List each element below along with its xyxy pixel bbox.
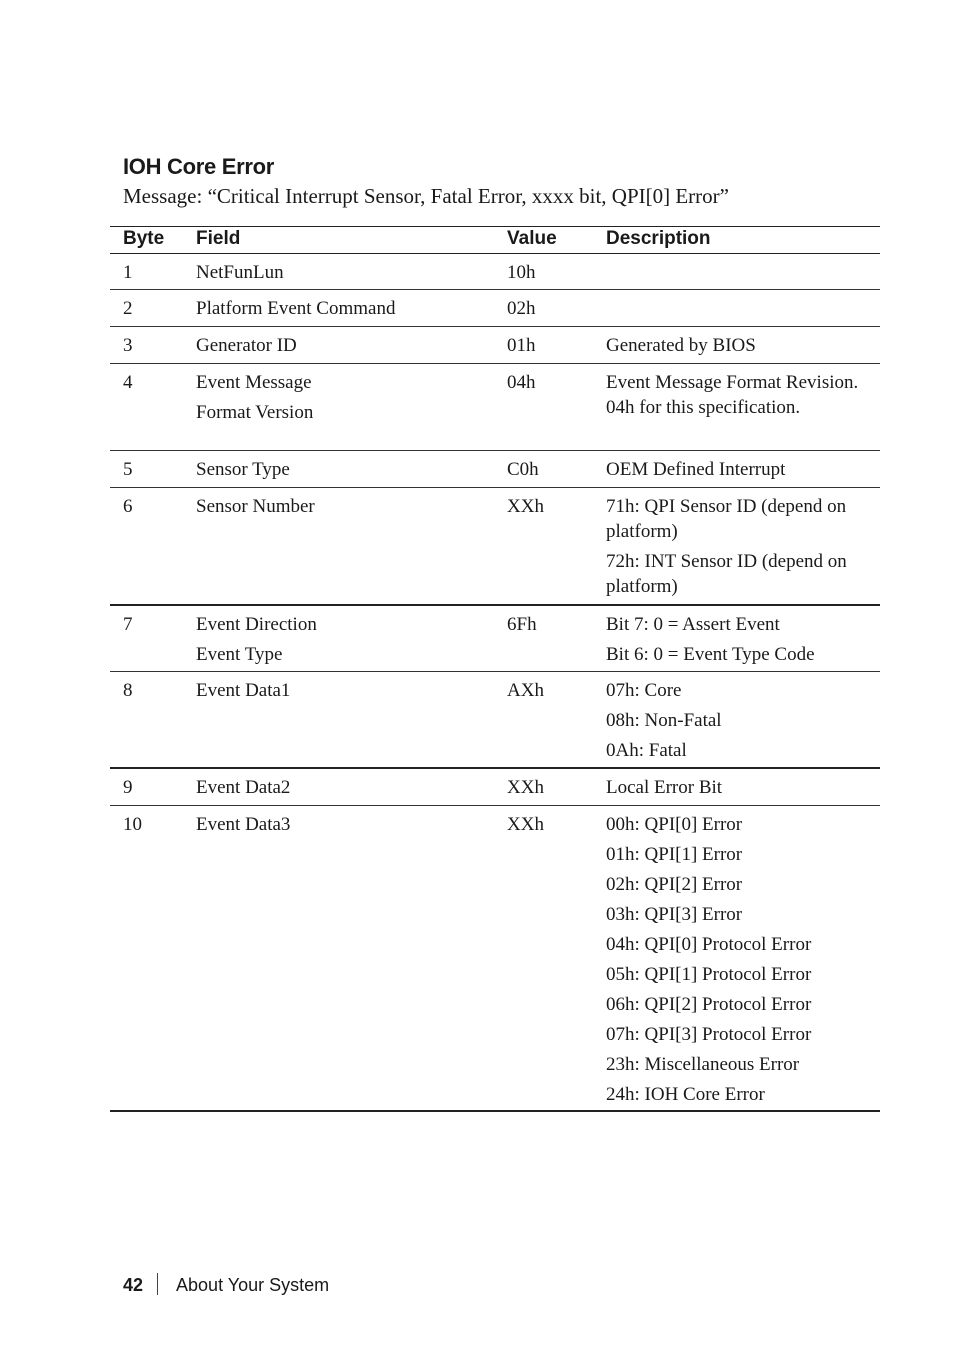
cell-value: AXh xyxy=(507,680,544,701)
table-row xyxy=(110,451,880,488)
table-row xyxy=(110,327,880,364)
cell-byte: 2 xyxy=(123,298,133,319)
cell-byte: 6 xyxy=(123,496,133,517)
field-line: Event Data3 xyxy=(196,814,291,835)
cell-value: 02h xyxy=(507,298,536,319)
cell-byte: 1 xyxy=(123,262,133,283)
cell-field xyxy=(196,812,290,837)
field-line: Event Data1 xyxy=(196,680,291,701)
field-line: Platform Event Command xyxy=(196,298,396,319)
field-line: Sensor Number xyxy=(196,496,315,517)
header-byte: Byte xyxy=(123,228,165,249)
description-line: 06h: QPI[2] Protocol Error xyxy=(606,994,812,1015)
cell-field xyxy=(196,612,317,667)
description-line: Generated by BIOS xyxy=(606,335,756,356)
cell-field xyxy=(196,457,290,482)
field-line: Generator ID xyxy=(196,335,297,356)
event-data-table xyxy=(110,226,880,1112)
table-row xyxy=(110,488,880,606)
cell-field xyxy=(196,296,395,321)
cell-byte: 3 xyxy=(123,335,133,356)
table-body xyxy=(110,254,880,1112)
description-line: 08h: Non-Fatal xyxy=(606,710,722,731)
page-footer xyxy=(123,1273,329,1296)
description-line: 01h: QPI[1] Error xyxy=(606,844,743,865)
cell-description xyxy=(606,678,876,763)
cell-value: XXh xyxy=(507,814,544,835)
description-line: 02h: QPI[2] Error xyxy=(606,874,743,895)
cell-description xyxy=(606,370,876,420)
cell-description xyxy=(606,812,876,1107)
field-line: Event Message xyxy=(196,372,312,393)
field-line: Event Direction xyxy=(196,614,317,635)
cell-byte: 8 xyxy=(123,680,133,701)
cell-byte: 4 xyxy=(123,372,133,393)
cell-value: 6Fh xyxy=(507,614,537,635)
description-line: 05h: QPI[1] Protocol Error xyxy=(606,964,812,985)
description-line: Bit 7: 0 = Assert Event xyxy=(606,614,780,635)
description-line: 07h: QPI[3] Protocol Error xyxy=(606,1024,812,1045)
field-line: Format Version xyxy=(196,402,314,423)
cell-value: 04h xyxy=(507,372,536,393)
cell-description xyxy=(606,775,876,800)
header-description: Description xyxy=(606,228,711,249)
field-line: Sensor Type xyxy=(196,459,290,480)
cell-value: 10h xyxy=(507,262,536,283)
table-row xyxy=(110,364,880,451)
description-line: 0Ah: Fatal xyxy=(606,740,687,761)
footer-section-title: About Your System xyxy=(176,1275,330,1295)
cell-byte: 9 xyxy=(123,777,133,798)
cell-field xyxy=(196,775,290,800)
description-line: OEM Defined Interrupt xyxy=(606,459,786,480)
description-line: Event Message Format Revision. 04h for this specification. xyxy=(606,372,859,418)
header-value: Value xyxy=(507,228,557,249)
table-row xyxy=(110,290,880,327)
cell-byte: 5 xyxy=(123,459,133,480)
description-line: 71h: QPI Sensor ID (depend on platform) xyxy=(606,496,847,542)
cell-byte: 7 xyxy=(123,614,133,635)
footer-divider xyxy=(157,1273,158,1295)
description-line: 23h: Miscellaneous Error xyxy=(606,1054,800,1075)
cell-field xyxy=(196,494,315,519)
table-row xyxy=(110,769,880,806)
table-row xyxy=(110,254,880,290)
table-row xyxy=(110,806,880,1112)
header-field: Field xyxy=(196,228,241,249)
cell-value: 01h xyxy=(507,335,536,356)
message-line: Message: “Critical Interrupt Sensor, Fatal Error, xxxx bit, QPI[0] Error” xyxy=(123,184,729,208)
field-line: Event Data2 xyxy=(196,777,291,798)
field-line: NetFunLun xyxy=(196,262,284,283)
description-line: 72h: INT Sensor ID (depend on platform) xyxy=(606,551,847,597)
cell-field xyxy=(196,370,313,425)
description-line: 03h: QPI[3] Error xyxy=(606,904,743,925)
description-line: Local Error Bit xyxy=(606,777,723,798)
cell-field xyxy=(196,333,297,358)
table-row xyxy=(110,606,880,672)
cell-description xyxy=(606,333,876,358)
description-line: 24h: IOH Core Error xyxy=(606,1084,765,1105)
table-row xyxy=(110,672,880,769)
table-header-row xyxy=(110,226,880,254)
cell-description xyxy=(606,457,876,482)
cell-field xyxy=(196,260,284,285)
description-line: 00h: QPI[0] Error xyxy=(606,814,743,835)
cell-value: XXh xyxy=(507,777,544,798)
cell-description xyxy=(606,612,876,667)
cell-value: C0h xyxy=(507,459,539,480)
field-line: Event Type xyxy=(196,644,283,665)
cell-value: XXh xyxy=(507,496,544,517)
cell-byte: 10 xyxy=(123,814,142,835)
cell-description xyxy=(606,494,876,599)
cell-field xyxy=(196,678,290,703)
section-heading: IOH Core Error xyxy=(123,154,275,179)
description-line: 04h: QPI[0] Protocol Error xyxy=(606,934,812,955)
description-line: 07h: Core xyxy=(606,680,682,701)
page-number: 42 xyxy=(123,1275,144,1295)
description-line: Bit 6: 0 = Event Type Code xyxy=(606,644,815,665)
